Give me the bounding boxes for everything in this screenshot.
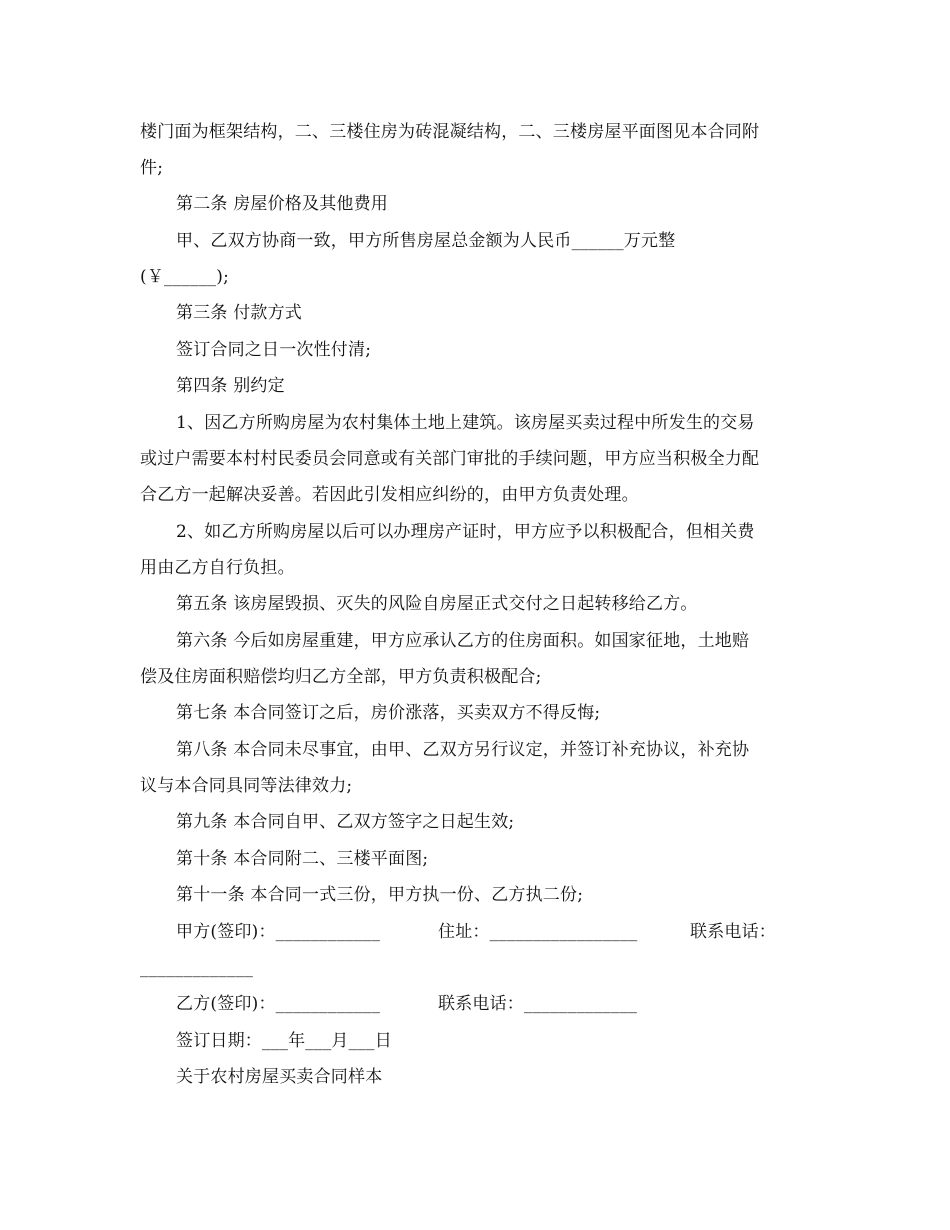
party-b-sign-field: 乙方(签印)：____________ (176, 994, 381, 1014)
paragraph-line: (￥______); (140, 267, 229, 287)
paragraph-line: 第八条 本合同未尽事宜，由甲、乙双方另行议定，并签订补充协议，补充协 (176, 740, 750, 760)
paragraph-line: 1、因乙方所购房屋为农村集体土地上建筑。该房屋买卖过程中所发生的交易 (176, 413, 755, 433)
party-a-phone-label: 联系电话： (690, 922, 776, 942)
party-b-phone-field: 联系电话：_____________ (438, 994, 638, 1014)
paragraph-line: 第九条 本合同自甲、乙双方签字之日起生效; (176, 812, 515, 832)
paragraph-line: 用由乙方自行负担。 (140, 558, 295, 578)
paragraph-line: 偿及住房面积赔偿均归乙方全部，甲方负责积极配合; (140, 667, 542, 687)
party-a-address-field: 住址：_________________ (438, 922, 638, 942)
section-heading: 第四条 别约定 (176, 376, 285, 396)
sign-date: 签订日期：___年___月___日 (176, 1031, 392, 1051)
paragraph-line: 第七条 本合同签订之后，房价涨落，买卖双方不得反悔; (176, 703, 601, 723)
paragraph-line: 第六条 今后如房屋重建，甲方应承认乙方的住房面积。如国家征地，土地赔 (176, 631, 750, 651)
footer-title: 关于农村房屋买卖合同样本 (176, 1067, 383, 1087)
section-heading: 第三条 付款方式 (176, 303, 303, 323)
section-heading: 第二条 房屋价格及其他费用 (176, 194, 389, 214)
paragraph-line: 甲、乙双方协商一致，甲方所售房屋总金额为人民币______万元整 (176, 231, 676, 251)
paragraph-line: 2、如乙方所购房屋以后可以办理房产证时，甲方应予以积极配合，但相关费 (176, 522, 755, 542)
party-a-sign-field: 甲方(签印)：____________ (176, 922, 381, 942)
paragraph-line: 件; (140, 158, 164, 178)
paragraph-line: 第五条 该房屋毁损、灭失的风险自房屋正式交付之日起转移给乙方。 (176, 594, 698, 614)
paragraph-line: 签订合同之日一次性付清; (176, 340, 372, 360)
paragraph-line: 楼门面为框架结构，二、三楼住房为砖混凝结构，二、三楼房屋平面图见本合同附 (140, 122, 760, 142)
paragraph-line: 第十一条 本合同一式三份，甲方执一份、乙方执二份; (176, 885, 584, 905)
paragraph-line: 议与本合同具同等法律效力; (140, 776, 353, 796)
party-a-phone-blank: _____________ (140, 958, 254, 978)
paragraph-line: 第十条 本合同附二、三楼平面图; (176, 849, 429, 869)
paragraph-line: 或过户需要本村村民委员会同意或有关部门审批的手续问题，甲方应当积极全力配 (140, 449, 760, 469)
paragraph-line: 合乙方一起解决妥善。若因此引发相应纠纷的，由甲方负责处理。 (140, 485, 639, 505)
